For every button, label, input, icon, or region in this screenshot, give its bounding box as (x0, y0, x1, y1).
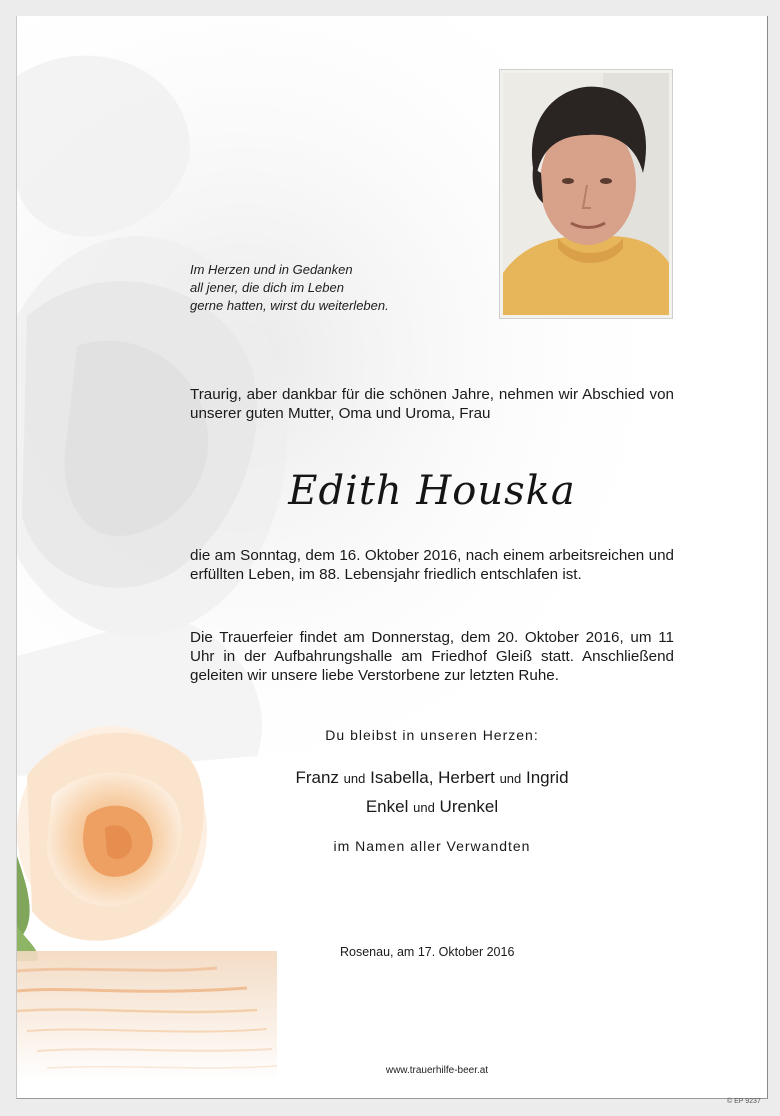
deceased-name: Edith Houska (288, 468, 576, 514)
on-behalf-line: im Namen aller Verwandten (333, 838, 531, 854)
family-names-line-2 (190, 797, 674, 817)
family-names-line-1 (190, 768, 674, 788)
family-connector: und (413, 800, 435, 815)
remain-in-hearts-line: Du bleibst in unseren Herzen: (325, 727, 539, 743)
family-name-franz: Franz (295, 768, 339, 787)
portrait-photo (499, 69, 673, 319)
family-name-isabella-herbert: Isabella, Herbert (370, 768, 495, 787)
funeral-notice-paragraph: Die Trauerfeier findet am Donnerstag, dem 20. Oktober 2016, um 11 Uhr in der Aufbahrungshalle am Friedhof Gleiß statt. Anschließend geleiten wir unsere liebe Verstorbene zur letzten Ruhe. (190, 629, 674, 684)
place-and-date: Rosenau, am 17. Oktober 2016 (340, 945, 515, 959)
intro-paragraph: Traurig, aber dankbar für die schönen Jahre, nehmen wir Abschied von unserer guten Mutter, Oma und Uroma, Frau (190, 386, 674, 422)
quote-line-1: Im Herzen und in Gedanken (190, 262, 353, 277)
print-code: © EP 9237 (727, 1098, 761, 1105)
family-name-enkel: Enkel (365, 797, 409, 816)
portrait-image (503, 73, 669, 315)
death-notice-paragraph: die am Sonntag, dem 16. Oktober 2016, nach einem arbeitsreichen und erfüllten Leben, im 88. Lebensjahr friedlich entschlafen ist. (190, 547, 674, 583)
quote-line-2: all jener, die dich im Leben (190, 280, 344, 295)
quote-line-3: gerne hatten, wirst du weiterleben. (190, 298, 389, 313)
website-link[interactable]: www.trauerhilfe-beer.at (385, 1065, 489, 1076)
family-connector: und (343, 771, 366, 786)
peach-rose-image (17, 726, 207, 961)
family-name-ingrid: Ingrid (526, 768, 569, 787)
family-name-urenkel: Urenkel (439, 797, 499, 816)
memorial-quote (190, 261, 490, 315)
parte-sheet (16, 16, 768, 1099)
family-connector: und (499, 771, 522, 786)
water-reflection-image (17, 951, 277, 1081)
